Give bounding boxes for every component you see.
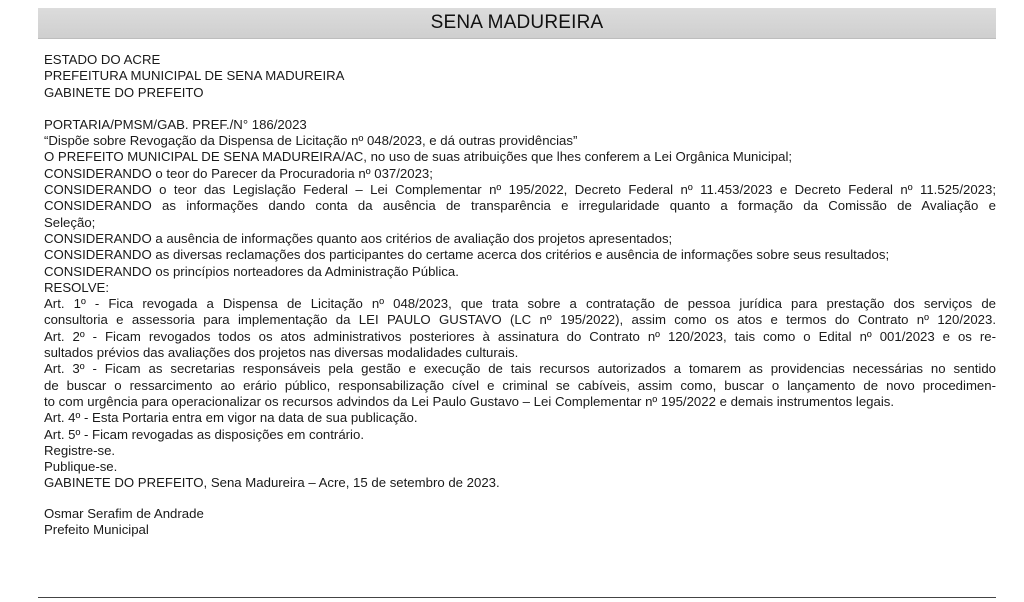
header-state: ESTADO DO ACRE — [44, 52, 161, 67]
section-banner — [38, 8, 996, 39]
article-line: consultoria e assessoria para implementação da LEI PAULO GUSTAVO (LC nº 195/2022), assim como os atos e termos do Contrato nº 120/2023. — [44, 312, 996, 328]
article-line: sultados prévios das avaliações dos projetos nas diversas modalidades culturais. — [44, 345, 519, 361]
considerando-item: CONSIDERANDO as informações dando conta da ausência de transparência e irregularidade quanto a formação da Comissão de Avaliação e — [44, 198, 996, 214]
closing-gabinete-date: GABINETE DO PREFEITO, Sena Madureira – Acre, 15 de setembro de 2023. — [44, 475, 500, 491]
considerando-item: CONSIDERANDO o teor das Legislação Federal – Lei Complementar nº 195/2022, Decreto Federal nº 11.453/2023 e Decreto Federal nº 11.525/2023; — [44, 182, 996, 198]
considerando-item: CONSIDERANDO o teor do Parecer da Procuradoria nº 037/2023; — [44, 165, 433, 181]
considerando-item-continuation: Seleção; — [44, 214, 96, 230]
resolve-label: RESOLVE: — [44, 279, 109, 295]
signature-title: Prefeito Municipal — [44, 522, 149, 538]
article-line: Art. 4º - Esta Portaria entra em vigor na data de sua publicação. — [44, 410, 418, 426]
article-line: to com urgência para operacionalizar os recursos advindos da Lei Paulo Gustavo – Lei Complementar nº 195/2022 e demais instrumentos legais. — [44, 393, 895, 409]
portaria-summary: “Dispõe sobre Revogação da Dispensa de Licitação nº 048/2023, e dá outras providências” — [44, 133, 578, 149]
article-line: de buscar o ressarcimento ao erário público, responsabilização cível e criminal se cabíveis, assim como, buscar o lançamento de novo procedimen- — [44, 377, 996, 393]
bottom-divider — [38, 597, 996, 598]
header-gabinete: GABINETE DO PREFEITO — [44, 84, 204, 100]
article-line: Art. 2º - Ficam revogados todos os atos administrativos posteriores à assinatura do Contrato nº 120/2023, tais como o Edital nº 001/2023 e os re- — [44, 328, 996, 344]
article-line: Art. 5º - Ficam revogadas as disposições em contrário. — [44, 426, 364, 442]
header-prefeitura: PREFEITURA MUNICIPAL DE SENA MADUREIRA — [44, 68, 345, 84]
portaria-preamble: O PREFEITO MUNICIPAL DE SENA MADUREIRA/AC, no uso de suas atribuições que lhes conferem a Lei Orgânica Municipal; — [44, 149, 793, 165]
banner-title: SENA MADUREIRA — [430, 12, 604, 33]
closing-publique: Publique-se. — [44, 459, 118, 475]
portaria-number: PORTARIA/PMSM/GAB. PREF./N° 186/2023 — [44, 116, 307, 132]
considerando-item: CONSIDERANDO os princípios norteadores da Administração Pública. — [44, 263, 459, 279]
document-body — [44, 52, 996, 538]
article-line: Art. 1º - Fica revogada a Dispensa de Licitação nº 048/2023, que trata sobre a contratação de pessoa jurídica para prestação dos serviços de — [44, 296, 996, 312]
closing-registre: Registre-se. — [44, 442, 116, 458]
considerando-item: CONSIDERANDO as diversas reclamações dos participantes do certame acerca dos critérios e ausência de informações sobre seus resultados; — [44, 247, 890, 263]
signature-name: Osmar Serafim de Andrade — [44, 505, 204, 521]
considerando-item: CONSIDERANDO a ausência de informações quanto aos critérios de avaliação dos projetos apresentados; — [44, 230, 673, 246]
article-line: Art. 3º - Ficam as secretarias responsáveis pela gestão e execução de tais recursos autorizados a tomarem as providencias necessárias no sentido — [44, 361, 996, 377]
